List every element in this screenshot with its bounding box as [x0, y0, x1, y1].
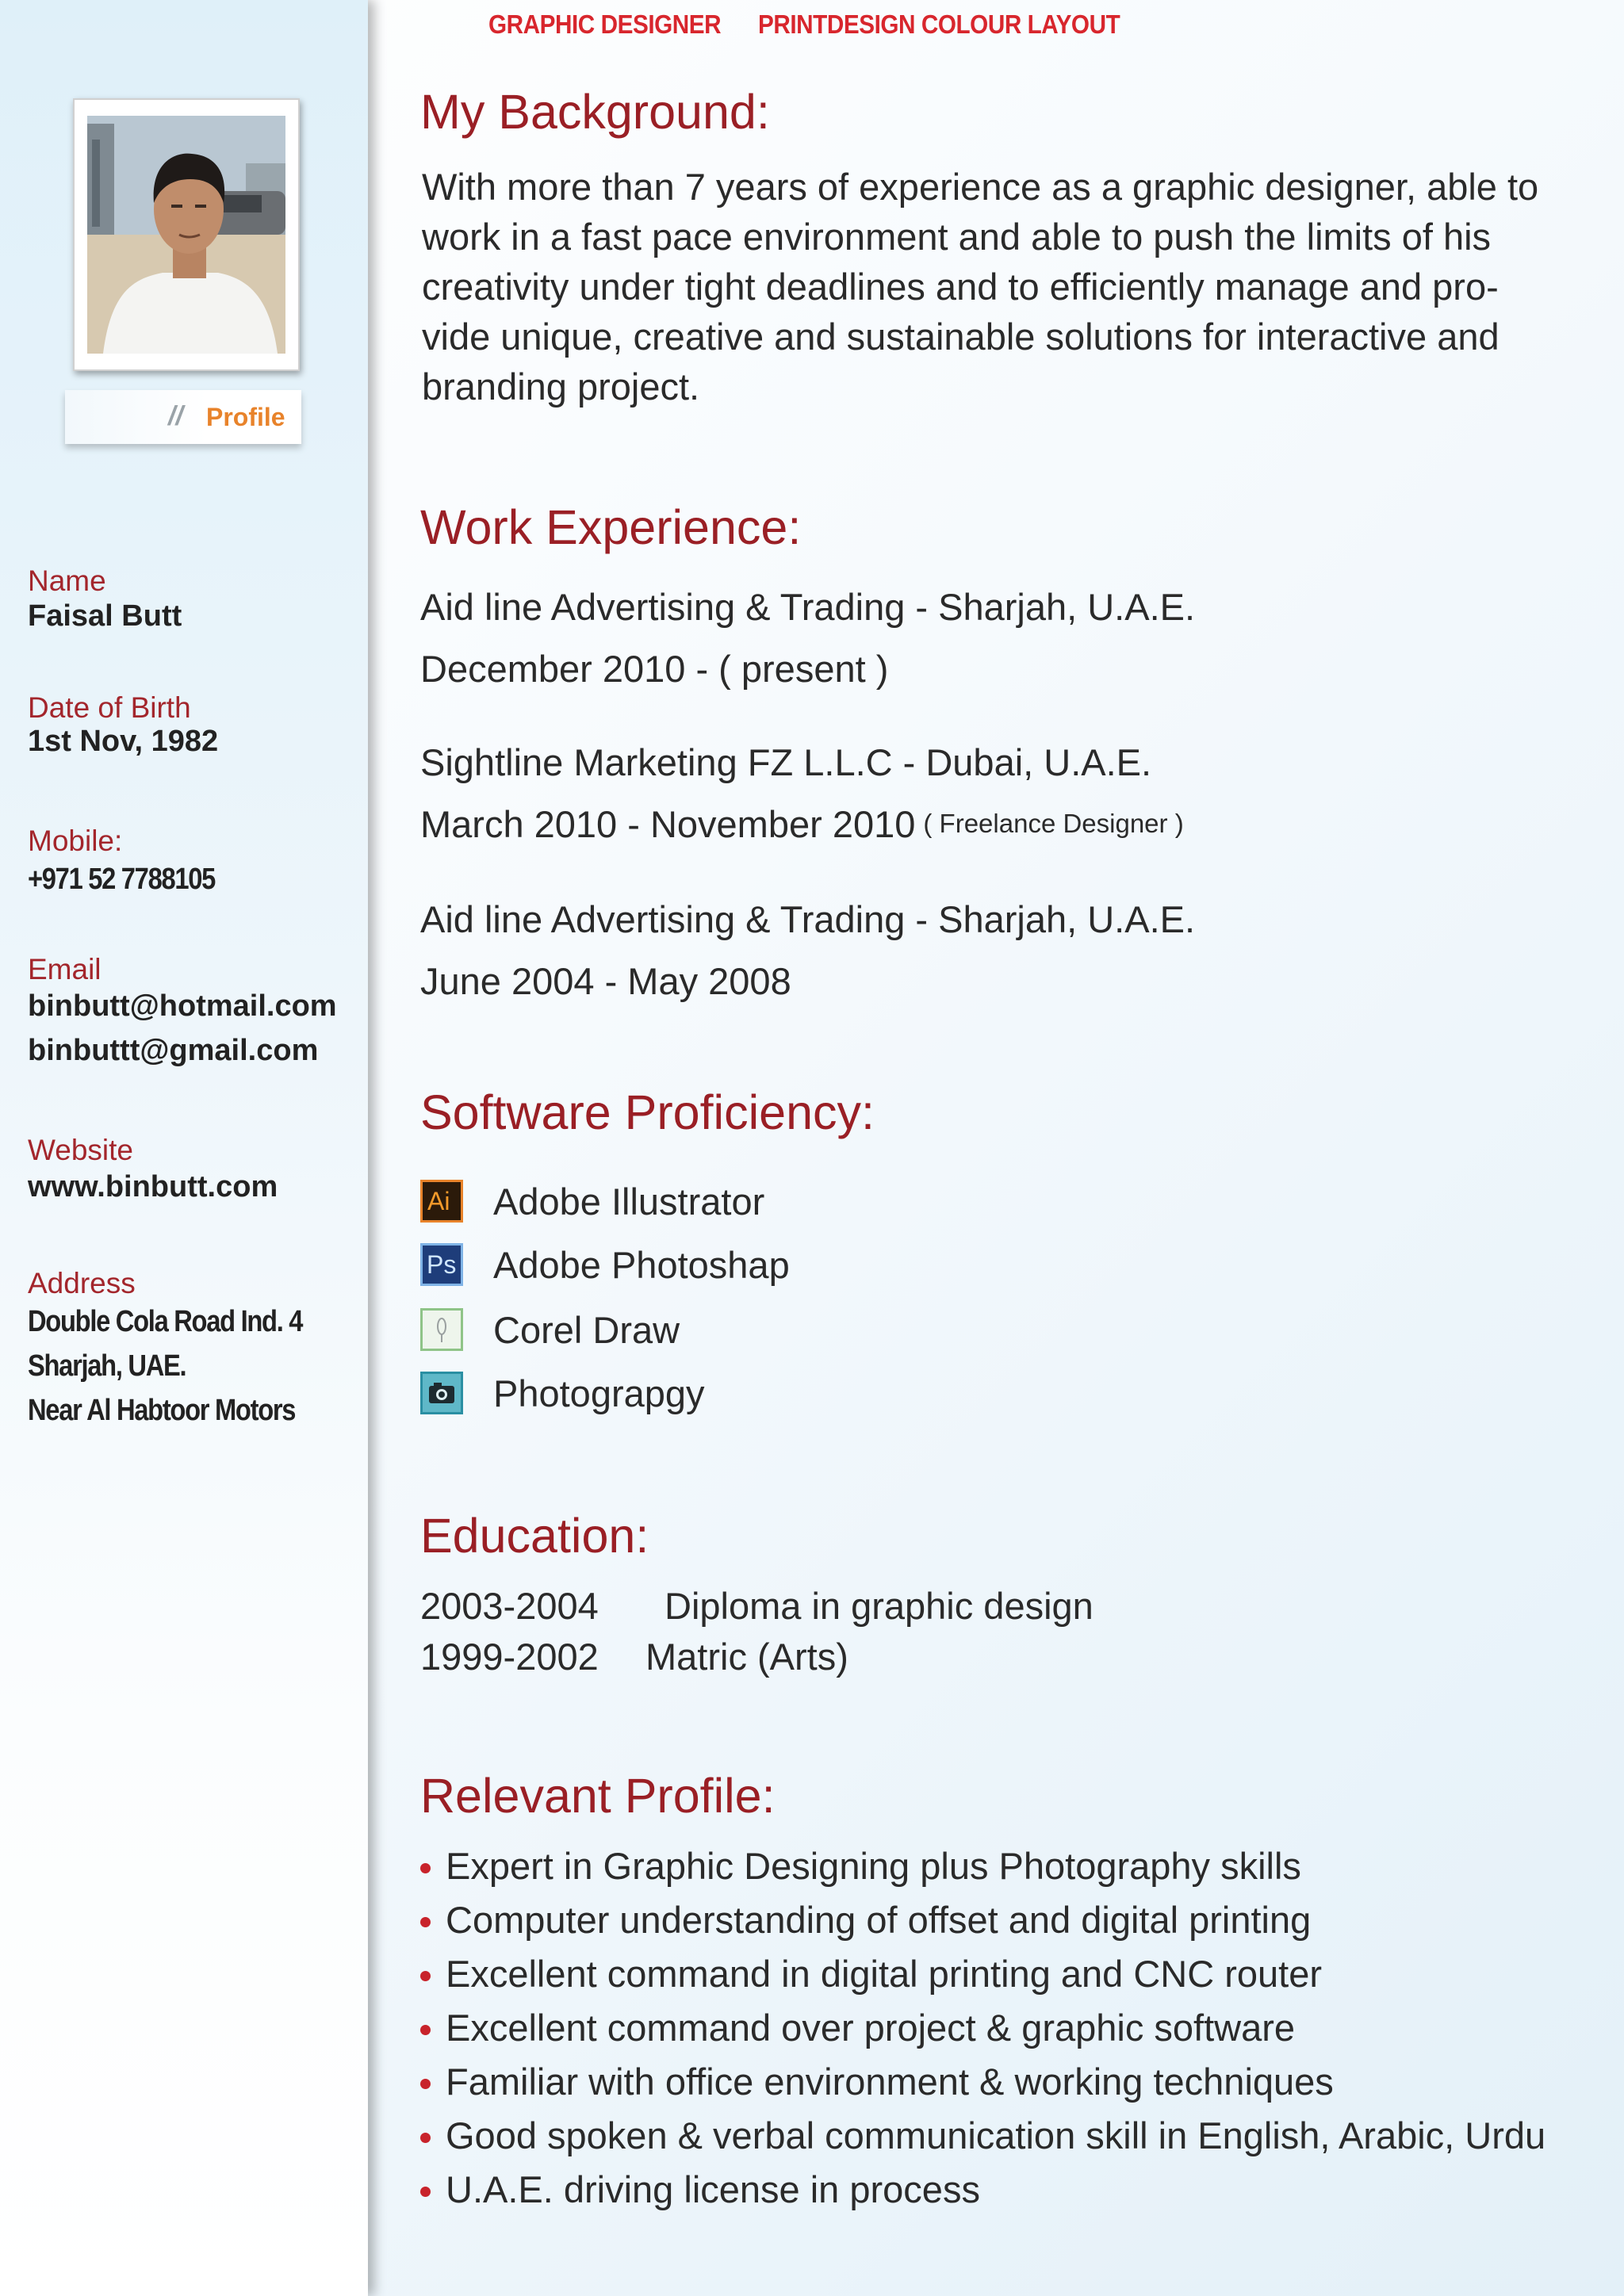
education-title-1: Diploma in graphic design — [665, 1585, 1094, 1627]
education-heading: Education: — [420, 1509, 649, 1563]
profile-tab-slashes: // — [168, 401, 183, 431]
education-years-2: 1999-2002 — [420, 1636, 599, 1678]
address-line-3: Near Al Habtoor Motors — [28, 1394, 296, 1427]
profile-photo — [87, 116, 285, 354]
camera-icon — [420, 1372, 463, 1414]
education-title-2: Matric (Arts) — [645, 1636, 848, 1678]
job-2-period-row — [420, 802, 1184, 846]
header-role: GRAPHIC DESIGNER — [488, 10, 722, 39]
background-line: vide unique, creative and sustainable solutions for interactive and — [422, 316, 1500, 358]
background-line: branding project. — [422, 365, 700, 408]
list-item: Computer understanding of offset and digital printing — [417, 1898, 1545, 1952]
relevant-heading: Relevant Profile: — [420, 1769, 776, 1823]
mobile-value: +971 52 7788105 — [28, 863, 216, 896]
name-label: Name — [28, 564, 106, 597]
mobile-label: Mobile: — [28, 825, 123, 857]
work-heading: Work Experience: — [420, 500, 802, 554]
background-line: creativity under tight deadlines and to efficiently manage and pro- — [422, 266, 1499, 308]
relevant-list — [417, 1844, 1545, 2221]
corel-draw-icon — [420, 1308, 463, 1351]
dob-label: Date of Birth — [28, 691, 191, 724]
sidebar — [0, 0, 368, 2296]
job-3-company: Aid line Advertising & Trading - Sharjah, U.A.E. — [420, 898, 1196, 940]
list-item: Familiar with office environment & working techniques — [417, 2060, 1545, 2114]
email-value-2[interactable]: binbuttt@gmail.com — [28, 1034, 319, 1067]
profile-tab[interactable] — [65, 390, 301, 444]
email-value-1[interactable]: binbutt@hotmail.com — [28, 989, 337, 1023]
illustrator-icon: Ai — [420, 1180, 463, 1223]
background-heading: My Background: — [420, 85, 770, 139]
list-item: Excellent command over project & graphic software — [417, 2006, 1545, 2060]
software-name: Adobe Photoshap — [493, 1244, 790, 1286]
job-3-period: June 2004 - May 2008 — [420, 960, 791, 1002]
dob-value: 1st Nov, 1982 — [28, 725, 219, 758]
job-2-note: ( Freelance Designer ) — [923, 809, 1184, 838]
list-item: Expert in Graphic Designing plus Photography skills — [417, 1844, 1545, 1898]
website-value[interactable]: www.binbutt.com — [28, 1170, 278, 1203]
education-years-1: 2003-2004 — [420, 1585, 599, 1627]
address-line-1: Double Cola Road Ind. 4 — [28, 1305, 303, 1338]
address-line-2: Sharjah, UAE. — [28, 1349, 186, 1383]
software-name: Adobe Illustrator — [493, 1181, 765, 1223]
profile-tab-label: Profile — [206, 403, 285, 431]
job-1-period: December 2010 - ( present ) — [420, 648, 889, 690]
background-line: With more than 7 years of experience as a graphic designer, able to — [422, 166, 1539, 208]
list-item: Excellent command in digital printing and CNC router — [417, 1952, 1545, 2006]
name-value: Faisal Butt — [28, 599, 182, 633]
job-2-period: March 2010 - November 2010 — [420, 803, 916, 845]
website-label: Website — [28, 1134, 133, 1166]
background-line: work in a fast pace environment and able to push the limits of his — [422, 216, 1492, 258]
background-paragraph — [422, 162, 1611, 411]
header-layout: PRINTDESIGN COLOUR LAYOUT — [758, 10, 1120, 39]
job-1-company: Aid line Advertising & Trading - Sharjah, U.A.E. — [420, 586, 1196, 628]
profile-photo-frame — [73, 98, 300, 371]
job-2-company: Sightline Marketing FZ L.L.C - Dubai, U.A.E. — [420, 741, 1152, 783]
software-name: Photograpgy — [493, 1372, 705, 1414]
software-heading: Software Proficiency: — [420, 1085, 875, 1139]
list-item: Good spoken & verbal communication skill in English, Arabic, Urdu — [417, 2114, 1545, 2168]
email-label: Email — [28, 953, 102, 985]
software-name: Corel Draw — [493, 1309, 680, 1351]
list-item: U.A.E. driving license in process — [417, 2168, 1545, 2221]
address-label: Address — [28, 1267, 136, 1299]
photoshop-icon: Ps — [420, 1243, 463, 1286]
